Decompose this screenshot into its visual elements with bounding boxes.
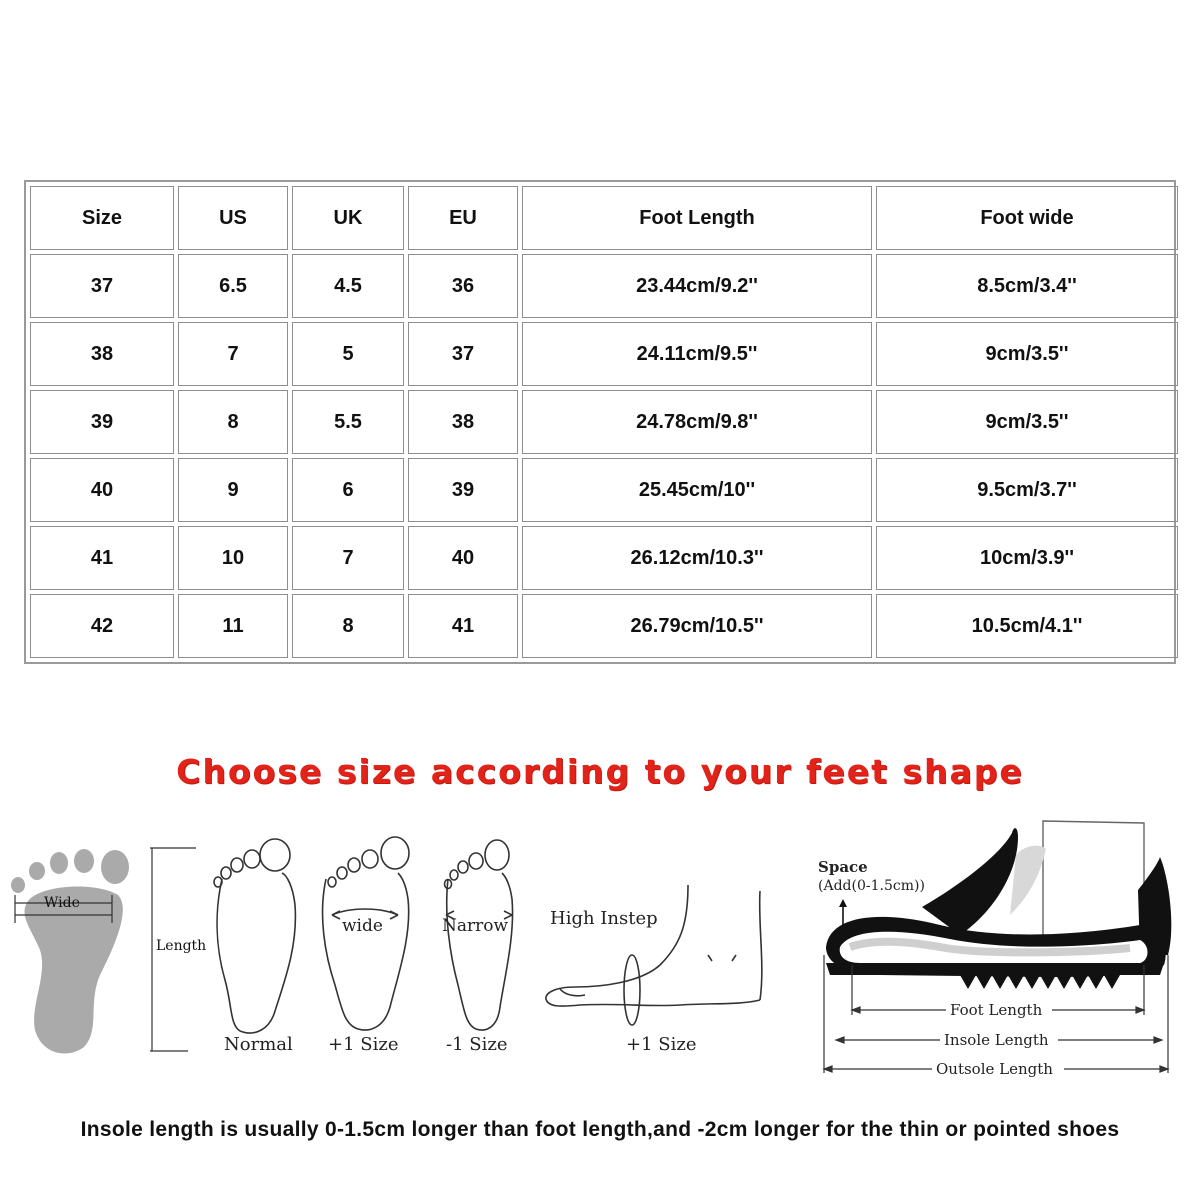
foot-length-label: Foot Length	[950, 1001, 1043, 1019]
wide-foot-label: wide	[342, 916, 383, 936]
table-row	[30, 594, 1178, 658]
table-cell: 24.78cm/9.8''	[522, 390, 872, 454]
table-cell: 38	[30, 322, 174, 386]
table-cell: 24.11cm/9.5''	[522, 322, 872, 386]
space-label: Space	[818, 858, 868, 876]
table-cell: 8	[178, 390, 288, 454]
outsole-length-label: Outsole Length	[936, 1060, 1053, 1078]
high-instep-size: +1 Size	[626, 1034, 697, 1055]
narrow-foot-size: -1 Size	[446, 1034, 508, 1055]
insole-length-label: Insole Length	[944, 1031, 1049, 1049]
high-instep-label: High Instep	[550, 908, 658, 929]
size-chart-table	[24, 180, 1176, 664]
table-cell: 26.79cm/10.5''	[522, 594, 872, 658]
table-cell: 40	[30, 458, 174, 522]
table-row	[30, 322, 1178, 386]
table-header-cell: Foot wide	[876, 186, 1178, 250]
table-cell: 6.5	[178, 254, 288, 318]
table-cell: 40	[408, 526, 518, 590]
table-cell: 41	[30, 526, 174, 590]
table-cell: 42	[30, 594, 174, 658]
narrow-foot-label: Narrow	[442, 916, 509, 936]
foot-shape-diagram	[0, 815, 1200, 1085]
table-header-row	[30, 186, 1178, 250]
table-row	[30, 390, 1178, 454]
length-label: Length	[156, 938, 207, 954]
table-cell: 5	[292, 322, 404, 386]
table-cell: 23.44cm/9.2''	[522, 254, 872, 318]
table-header-cell: Size	[30, 186, 174, 250]
table-header-cell: UK	[292, 186, 404, 250]
table-cell: 38	[408, 390, 518, 454]
table-cell: 6	[292, 458, 404, 522]
table-cell: 7	[292, 526, 404, 590]
table-cell: 9.5cm/3.7''	[876, 458, 1178, 522]
footprint-icon	[11, 849, 129, 1054]
table-cell: 41	[408, 594, 518, 658]
table-row	[30, 254, 1178, 318]
table-row	[30, 458, 1178, 522]
table-cell: 11	[178, 594, 288, 658]
table-cell: 8	[292, 594, 404, 658]
table-header-cell: US	[178, 186, 288, 250]
table-cell: 37	[30, 254, 174, 318]
size-table	[26, 182, 1182, 662]
table-cell: 10.5cm/4.1''	[876, 594, 1178, 658]
wide-label: Wide	[44, 895, 80, 911]
high-instep-foot-icon	[546, 885, 762, 1025]
table-cell: 9cm/3.5''	[876, 322, 1178, 386]
table-cell: 26.12cm/10.3''	[522, 526, 872, 590]
table-cell: 39	[408, 458, 518, 522]
table-cell: 4.5	[292, 254, 404, 318]
table-cell: 8.5cm/3.4''	[876, 254, 1178, 318]
table-cell: 10cm/3.9''	[876, 526, 1178, 590]
table-cell: 39	[30, 390, 174, 454]
table-header-cell: EU	[408, 186, 518, 250]
table-cell: 25.45cm/10''	[522, 458, 872, 522]
footnote: Insole length is usually 0-1.5cm longer than foot length,and -2cm longer for the thin or pointed shoes	[80, 1118, 1120, 1141]
table-row	[30, 526, 1178, 590]
table-header-cell: Foot Length	[522, 186, 872, 250]
headline: Choose size according to your feet shape	[176, 752, 1024, 791]
table-cell: 37	[408, 322, 518, 386]
normal-label: Normal	[224, 1034, 293, 1055]
table-cell: 36	[408, 254, 518, 318]
table-cell: 9	[178, 458, 288, 522]
wide-foot-size: +1 Size	[328, 1034, 399, 1055]
shoe-cross-section-icon	[826, 821, 1171, 989]
table-cell: 9cm/3.5''	[876, 390, 1178, 454]
table-cell: 10	[178, 526, 288, 590]
space-sub-label: (Add(0-1.5cm))	[818, 878, 925, 894]
table-cell: 5.5	[292, 390, 404, 454]
table-cell: 7	[178, 322, 288, 386]
normal-foot-icon	[214, 839, 295, 1033]
